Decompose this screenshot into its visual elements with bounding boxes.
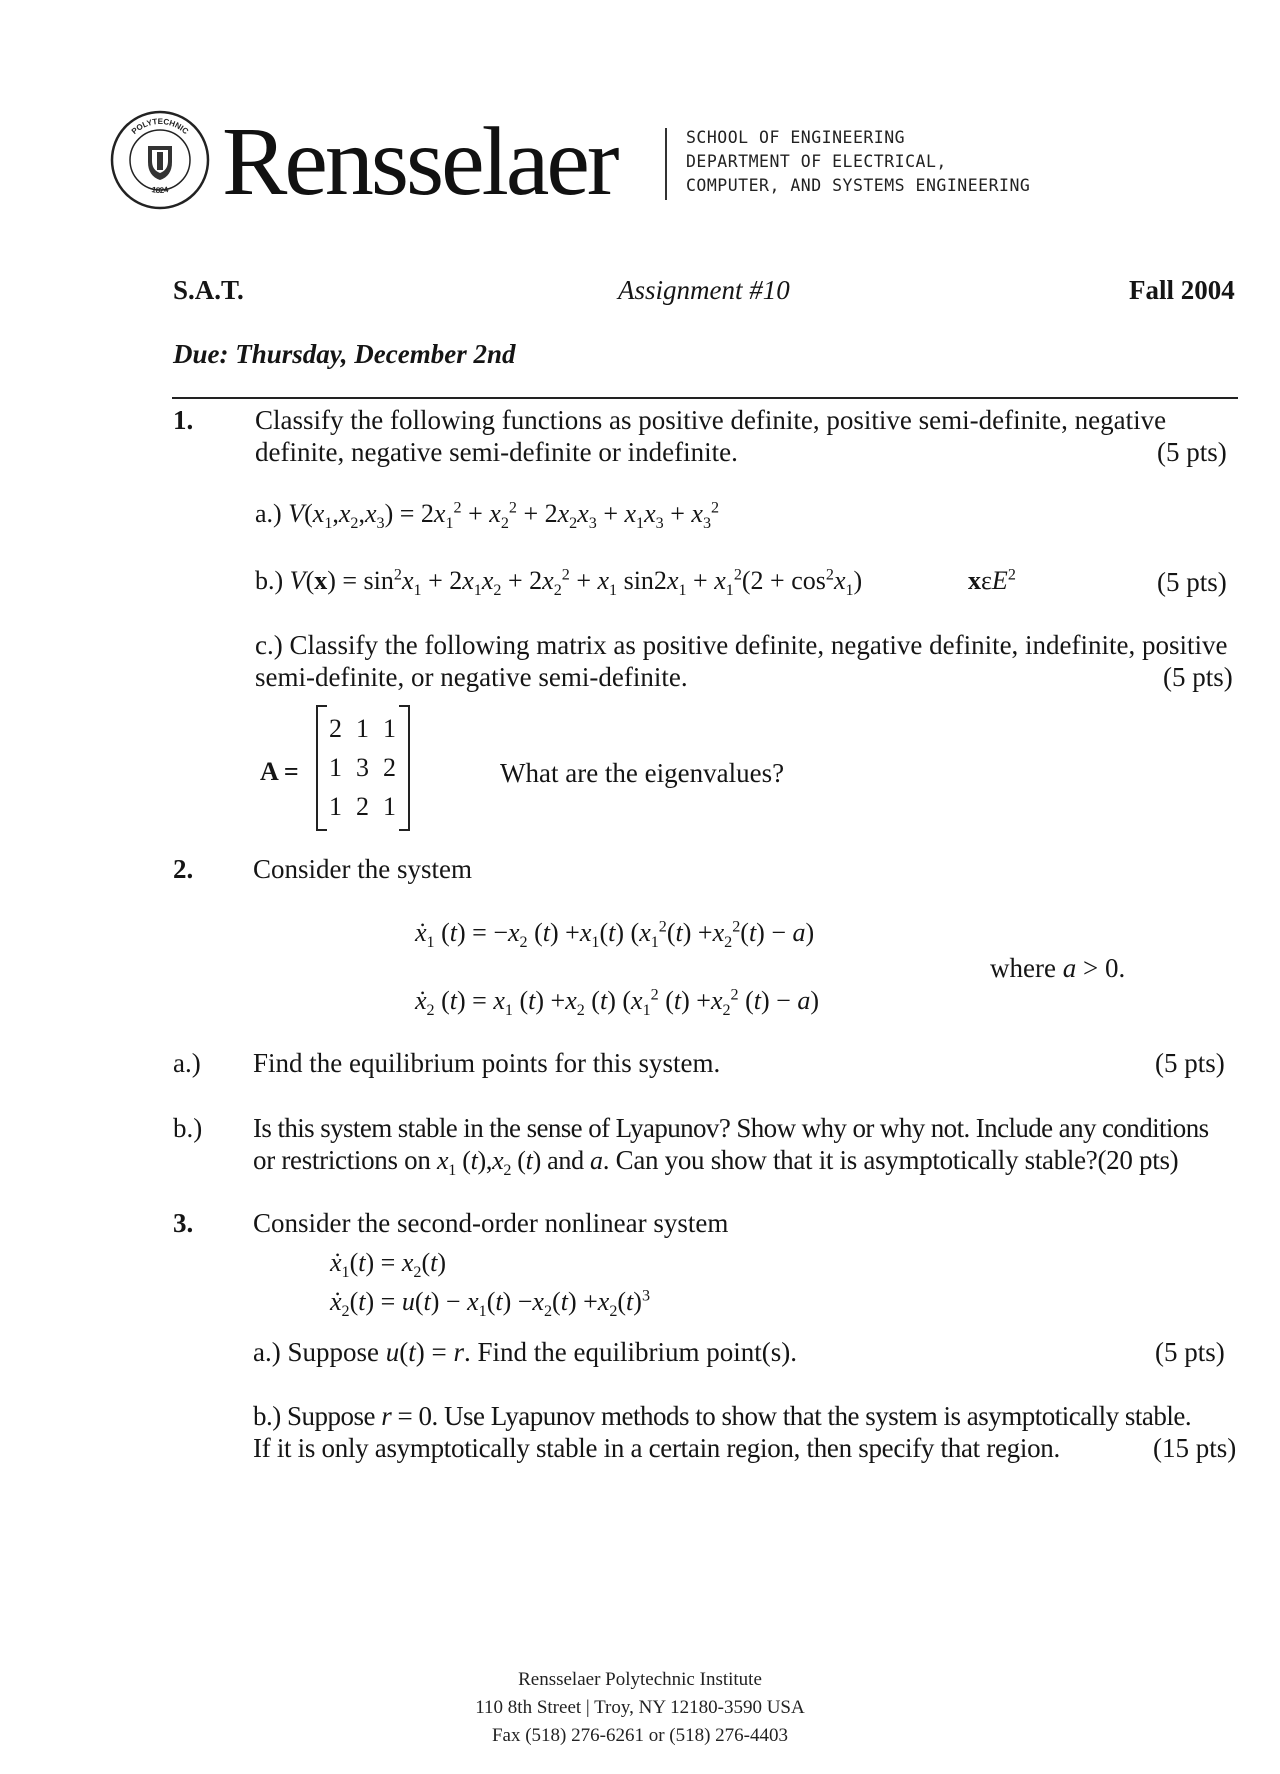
part-label: a.) bbox=[255, 499, 282, 528]
points-label: (5 pts) bbox=[1155, 1337, 1225, 1367]
matrix-cell: 1 bbox=[356, 713, 369, 743]
question-text: a.) Suppose u(t) = r. Find the equilibrium point(s). bbox=[253, 1337, 797, 1367]
question-text: or restrictions on $x_1$ $(t),x_2$ (t) and a. Can you show that it is asymptotically stable?(20 pts) bbox=[253, 1145, 1179, 1180]
question-text: What are the eigenvalues? bbox=[500, 758, 785, 788]
matrix-cell: 1 bbox=[383, 713, 396, 743]
matrix-cell: 1 bbox=[329, 791, 342, 821]
question-number: 3. bbox=[173, 1208, 194, 1238]
section-divider bbox=[172, 397, 1238, 399]
points-label: (5 pts) bbox=[1157, 567, 1227, 597]
part-label: b.) bbox=[173, 1113, 203, 1143]
matrix-cell: 3 bbox=[356, 752, 369, 782]
equation-2-x2dot: ẋ$_2$ $(t) = x_1$ $(t) +x_2$ (t) ($x_1^2$ $(t) +x_2^2$ (t) − a) bbox=[415, 986, 820, 1020]
footer-institution: Rensselaer Polytechnic Institute bbox=[518, 1669, 762, 1690]
footer-address: 110 8th Street | Troy, NY 12180-3590 USA bbox=[475, 1697, 805, 1718]
points-label: (15 pts) bbox=[1153, 1433, 1237, 1463]
question-text: Classify the following functions as positive definite, positive semi-definite, negative bbox=[255, 405, 1167, 435]
question-text: If it is only asymptotically stable in a certain region, then specify that region. bbox=[253, 1433, 1060, 1463]
question-text: Is this system stable in the sense of Lyapunov? Show why or why not. Include any conditions bbox=[253, 1113, 1209, 1143]
matrix-entries bbox=[322, 709, 403, 826]
equation-1a: a.) $V(x_1,x_2,x_3) = 2x_1^2 + x_2^2 + 2x_2x_3 + x_1x_3 + x_3^2$ bbox=[255, 499, 720, 533]
question-text: Consider the system bbox=[253, 854, 472, 884]
points-label: (5 pts) bbox=[1163, 662, 1233, 692]
dept-line: COMPUTER, AND SYSTEMS ENGINEERING bbox=[686, 176, 1031, 195]
due-date: Due: Thursday, December 2nd bbox=[173, 339, 516, 369]
part-label: a.) bbox=[173, 1048, 201, 1078]
dept-line: SCHOOL OF ENGINEERING bbox=[686, 128, 906, 147]
equation-1b: b.) $V(x) = \sin^2x_1 + 2x_1x_2 + 2x_2^2 + x_1$ $\sin 2x_1 + x_1^2(2 + \cos^2x_1)$ bbox=[255, 566, 863, 600]
assignment-title: Assignment #10 bbox=[618, 275, 790, 305]
svg-text:POLYTECHNIC: POLYTECHNIC bbox=[129, 116, 191, 137]
question-number: 2. bbox=[173, 854, 194, 884]
question-text: Consider the second-order nonlinear system bbox=[253, 1208, 729, 1238]
matrix-cell: 1 bbox=[383, 791, 396, 821]
department-block bbox=[686, 126, 1030, 198]
question-text: b.) Suppose r = 0. Use Lyapunov methods to show that the system is asymptotically stable. bbox=[253, 1401, 1192, 1431]
question-text: c.) Classify the following matrix as positive definite, negative definite, indefinite, positive bbox=[255, 630, 1228, 660]
points-label: (5 pts) bbox=[1155, 1048, 1225, 1078]
matrix-a bbox=[316, 705, 410, 831]
matrix-cell: 2 bbox=[329, 713, 342, 743]
course-code: S.A.T. bbox=[173, 275, 244, 305]
equation-2-x1dot: ẋ$_1$ $(t) = -x_2$ $(t) +x_1(t)$ $(x_1^2(t) +x_2^2(t) - a)$ bbox=[415, 918, 815, 952]
dept-line: DEPARTMENT OF ELECTRICAL, bbox=[686, 152, 947, 171]
question-text: semi-definite, or negative semi-definite. bbox=[255, 662, 688, 692]
footer-fax: Fax (518) 276-6261 or (518) 276-4403 bbox=[491, 1725, 789, 1746]
matrix-cell: 2 bbox=[356, 791, 369, 821]
points-label: (5 pts) bbox=[1157, 437, 1227, 467]
matrix-cell: 1 bbox=[329, 752, 342, 782]
matrix-label: A = bbox=[260, 757, 299, 786]
question-text: definite, negative semi-definite or indefinite. bbox=[255, 437, 738, 467]
condition-text: where a > 0. bbox=[990, 953, 1126, 983]
rensselaer-wordmark: Rensselaer bbox=[222, 108, 617, 216]
svg-text:1824: 1824 bbox=[150, 184, 170, 196]
part-label: b.) bbox=[255, 566, 284, 595]
header-divider bbox=[665, 128, 667, 200]
equation-3-x2dot: ẋ$_2$(t) = $u(t) - x_1(t) -x_2(t) +x_2(t)^3$ bbox=[330, 1287, 651, 1321]
question-text: Find the equilibrium points for this system. bbox=[253, 1048, 721, 1078]
domain-label: xεE$^2$ bbox=[968, 566, 1016, 595]
equation-3-x1dot: ẋ$_1$(t) = $x_2(t)$ bbox=[330, 1248, 447, 1282]
question-number: 1. bbox=[173, 405, 194, 435]
matrix-cell: 2 bbox=[383, 752, 396, 782]
rensselaer-seal-icon bbox=[110, 110, 210, 210]
term-label: Fall 2004 bbox=[1129, 275, 1235, 305]
